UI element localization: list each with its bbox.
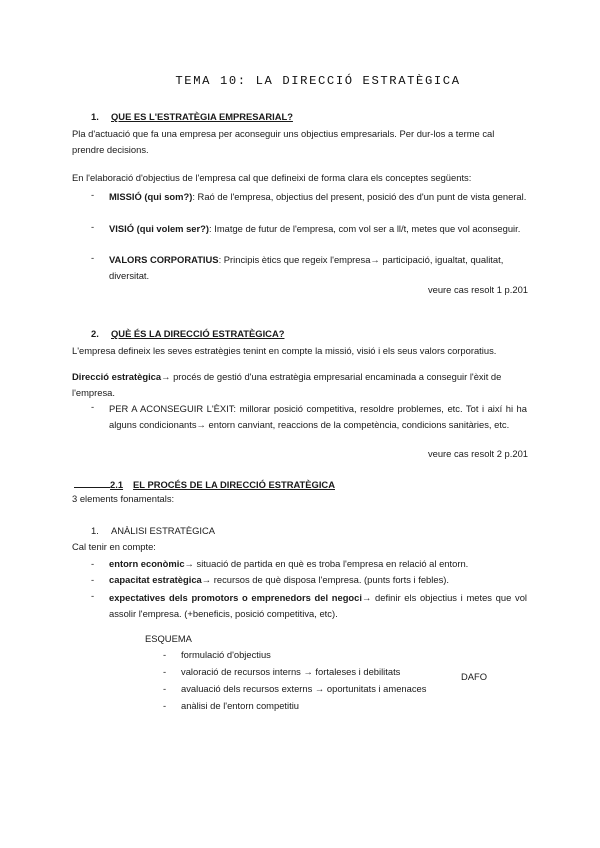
- section-2-number: 2.: [91, 328, 99, 339]
- section-2-item: PER A ACONSEGUIR L'ÈXIT: millorar posició competitiva, resoldre problemes, etc. Tot i així hi ha alguns condicionants→ entorn canviant, reaccions de la competència, condicions sanitàries, etc.: [109, 403, 527, 430]
- analysis-item-capacity: [109, 574, 449, 586]
- section-2-1-title: EL PROCÉS DE LA DIRECCIÓ ESTRATÈGICA: [133, 479, 335, 490]
- section-2-1-heading: [74, 478, 335, 491]
- section-2-heading: [91, 328, 284, 340]
- list-dash: -: [163, 700, 167, 711]
- esquema-item: anàlisi de l'entorn competitiu: [181, 700, 300, 711]
- case-reference-1: veure cas resolt 1 p.201: [427, 284, 528, 295]
- page-title: TEMA 10: LA DIRECCIÓ ESTRATÈGICA: [175, 74, 461, 88]
- section-1-item-vision: [109, 221, 527, 237]
- section-2-1-number: 2.1: [110, 479, 124, 490]
- esquema-item: avaluació dels recursos externs → oportunitats i amenaces: [181, 683, 427, 694]
- list-dash: -: [163, 683, 167, 694]
- item-term: VISIÓ (qui volem ser?): [109, 223, 210, 234]
- list-dash: -: [91, 590, 95, 601]
- definition-text: → procés de gestió d'una estratègia empresarial encaminada a conseguir l'èxit de l'empresa.: [72, 371, 502, 398]
- section-1-para-1: Pla d'actuació que fa una empresa per aconseguir uns objectius empresarials. Per dur-los a terme cal prendre decisions.: [72, 128, 495, 155]
- section-1-title: QUE ES L'ESTRATÈGIA EMPRESARIAL?: [111, 111, 293, 122]
- section-2-1-intro: 3 elements fonamentals:: [72, 493, 175, 504]
- item-text: : Imatge de futur de l'empresa, com vol ser a ll/t, metes que vol aconseguir.: [209, 223, 521, 234]
- section-1-heading: [91, 111, 293, 123]
- item-text: → definir els objectius i metes que vol assolir l'empresa. (+beneficis, posició competitiva, etc).: [109, 592, 527, 619]
- section-1-item-values: [109, 252, 527, 284]
- item-text: : Raó de l'empresa, objectius del present, posició des d'un punt de vista general.: [192, 191, 527, 202]
- section-2-para-1: L'empresa defineix les seves estratègies tenint en compte la missió, visió i els seus valors corporatius.: [72, 345, 497, 356]
- item-text: → situació de partida en què es troba l'empresa en relació al entorn.: [184, 558, 469, 569]
- item-text: : Principis ètics que regeix l'empresa→ participació, igualtat, qualitat, diversitat.: [109, 254, 504, 281]
- list-dash: -: [91, 558, 95, 569]
- section-1-para-2: En l'elaboració d'objectius de l'empresa cal que defineixi de forma clara els conceptes següents:: [72, 172, 472, 183]
- esquema-item: formulació d'objectius: [181, 649, 271, 660]
- list-dash: -: [91, 189, 95, 200]
- item-term: VALORS CORPORATIUS: [109, 254, 219, 265]
- heading-underline-lead: [74, 478, 110, 488]
- list-dash: -: [163, 649, 167, 660]
- list-dash: -: [91, 221, 95, 232]
- list-dash: -: [91, 401, 95, 412]
- esquema-item: valoració de recursos interns → fortaleses i debilitats: [181, 666, 401, 677]
- definition-term: Direcció estratègica: [72, 371, 162, 382]
- dafo-label: DAFO: [461, 671, 488, 682]
- item-term: MISSIÓ (qui som?): [109, 191, 193, 202]
- item-term: capacitat estratègica: [109, 574, 202, 585]
- list-dash: -: [163, 666, 167, 677]
- subsection-title: ANÀLISI ESTRATÈGICA: [111, 525, 216, 536]
- section-1-number: 1.: [91, 111, 99, 122]
- esquema-label: ESQUEMA: [145, 633, 192, 644]
- item-term: expectatives dels promotors o emprenedors del negoci: [109, 592, 362, 603]
- case-reference-2: veure cas resolt 2 p.201: [427, 448, 528, 459]
- analysis-item-expectations: [109, 590, 527, 622]
- section-2-definition: [72, 369, 528, 401]
- subsection-intro: Cal tenir en compte:: [72, 541, 156, 552]
- item-term: entorn econòmic: [109, 558, 185, 569]
- item-text: → recursos de què disposa l'empresa. (punts forts i febles).: [201, 574, 449, 585]
- list-dash: -: [91, 252, 95, 263]
- list-dash: -: [91, 574, 95, 585]
- section-2-title: QUÈ ÉS LA DIRECCIÓ ESTRATÈGICA?: [111, 328, 285, 339]
- analysis-item-economic: [109, 558, 468, 570]
- subsection-number: 1.: [91, 525, 99, 536]
- section-1-item-mission: [109, 189, 527, 205]
- subsection-heading: [91, 525, 215, 537]
